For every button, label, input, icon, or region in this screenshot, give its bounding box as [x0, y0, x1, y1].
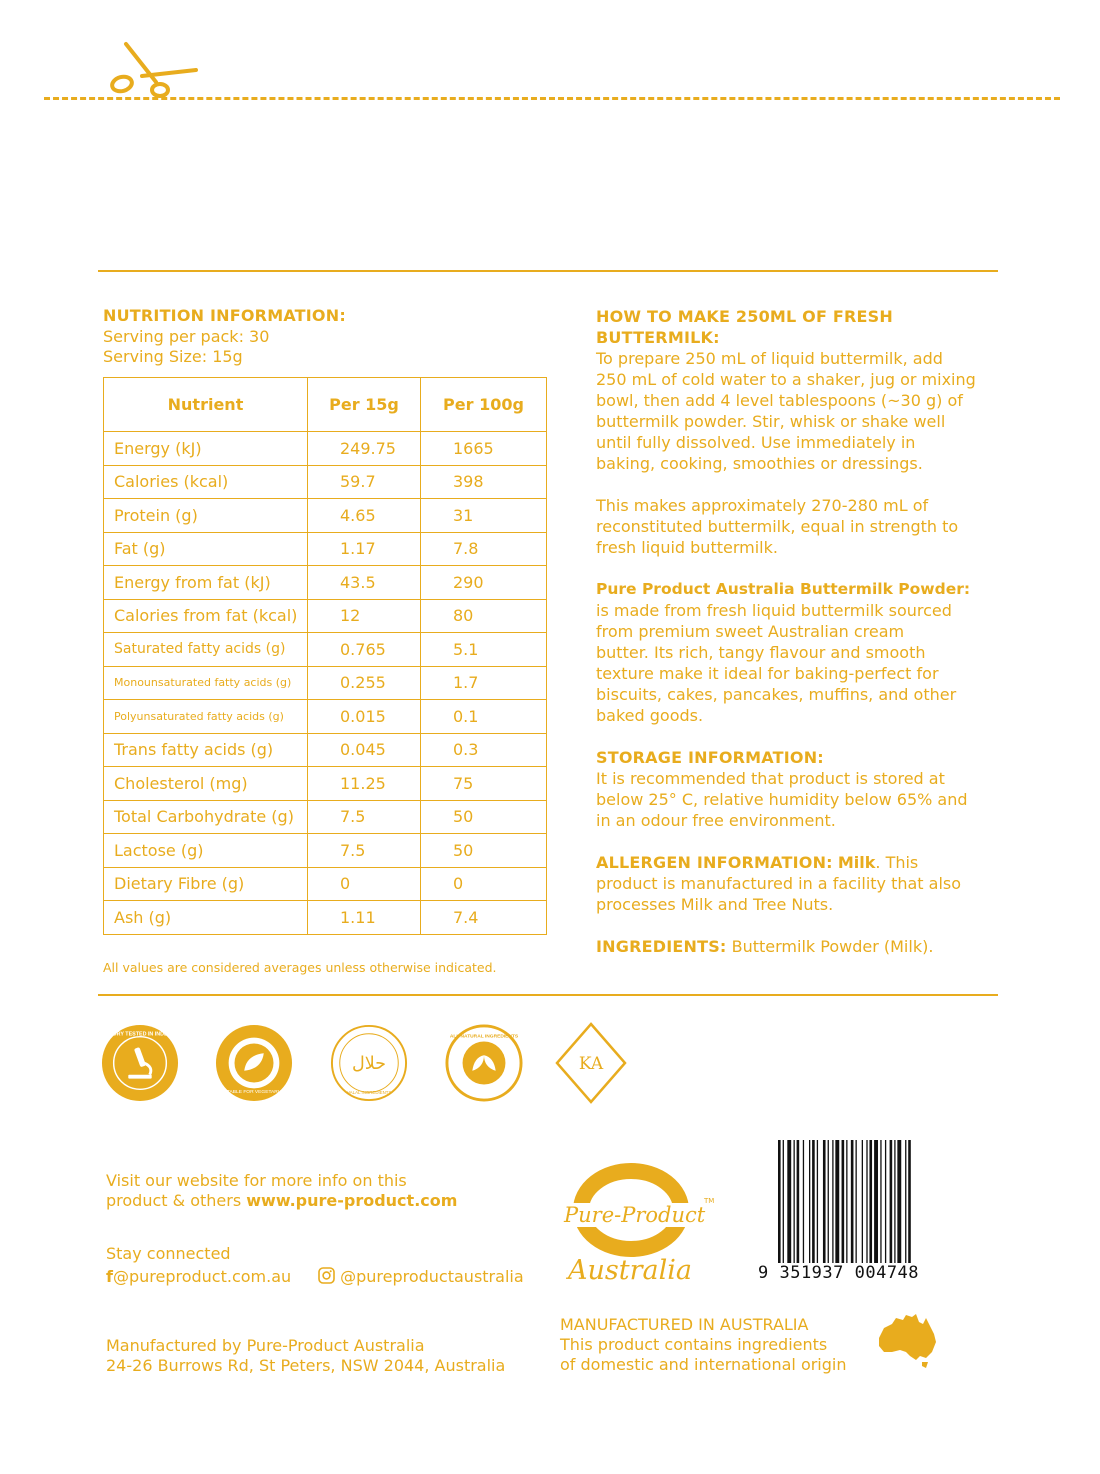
vegetarian-badge-icon	[215, 1024, 293, 1102]
stay-connected: Stay connected	[106, 1244, 231, 1263]
scissors-icon	[108, 40, 200, 100]
cut-line	[44, 97, 1060, 100]
value-per-100g: 290	[421, 566, 547, 600]
about-line: is made from fresh liquid buttermilk sourced	[596, 601, 952, 620]
storage-title: STORAGE INFORMATION:	[596, 748, 824, 767]
table-row	[104, 867, 547, 901]
table-row	[104, 465, 547, 499]
nutrient-name: Monounsaturated fatty acids (g)	[104, 666, 308, 700]
about-line: texture make it ideal for baking-perfect for	[596, 664, 939, 683]
value-per-15g: 249.75	[308, 432, 421, 466]
value-per-100g: 7.8	[421, 532, 547, 566]
storage-line: below 25° C, relative humidity below 65% and	[596, 790, 968, 809]
table-row	[104, 499, 547, 533]
about-line: butter. Its rich, tangy flavour and smooth	[596, 643, 926, 662]
howto-line: bowl, then add 4 level tablespoons (~30 g) of	[596, 391, 963, 410]
value-per-15g: 12	[308, 599, 421, 633]
value-per-100g: 1665	[421, 432, 547, 466]
table-row	[104, 432, 547, 466]
yield-line: fresh liquid buttermilk.	[596, 538, 778, 557]
allergen-title: ALLERGEN INFORMATION:	[596, 853, 833, 872]
nutrient-name: Energy from fat (kJ)	[104, 566, 308, 600]
storage-line: It is recommended that product is stored at	[596, 769, 945, 788]
howto-title-2: BUTTERMILK:	[596, 328, 720, 347]
value-per-15g: 59.7	[308, 465, 421, 499]
svg-text:حلال: حلال	[351, 1053, 387, 1074]
table-row	[104, 767, 547, 801]
origin-line-1: MANUFACTURED IN AUSTRALIA	[560, 1315, 809, 1334]
lab-tested-badge-icon	[86, 1024, 194, 1102]
howto-line: baking, cooking, smoothies or dressings.	[596, 454, 923, 473]
australia-map-icon	[876, 1312, 938, 1370]
table-row	[104, 532, 547, 566]
table-row	[104, 666, 547, 700]
about-line: from premium sweet Australian cream	[596, 622, 905, 641]
howto-line: 250 mL of cold water to a shaker, jug or mixing	[596, 370, 976, 389]
value-per-100g: 50	[421, 800, 547, 834]
nutrition-title: NUTRITION INFORMATION:	[103, 306, 346, 325]
nutrient-name: Total Carbohydrate (g)	[104, 800, 308, 834]
value-per-15g: 11.25	[308, 767, 421, 801]
value-per-15g: 1.17	[308, 532, 421, 566]
howto-line: To prepare 250 mL of liquid buttermilk, add	[596, 349, 943, 368]
barcode-number: 9 351937 004748	[758, 1263, 920, 1283]
natural-badge-icon	[445, 1024, 523, 1102]
value-per-100g: 75	[421, 767, 547, 801]
address: 24-26 Burrows Rd, St Peters, NSW 2044, Australia	[106, 1356, 506, 1375]
table-row	[104, 733, 547, 767]
nutrient-name: Ash (g)	[104, 901, 308, 935]
badge-text: KA	[578, 1054, 604, 1074]
divider-top	[98, 270, 998, 272]
serving-size: Serving Size: 15g	[103, 347, 243, 366]
servings-per-pack: Serving per pack: 30	[103, 327, 270, 346]
yield-line: reconstituted buttermilk, equal in strength to	[596, 517, 959, 536]
howto-line: buttermilk powder. Stir, whisk or shake well	[596, 412, 946, 431]
column-header-per-15g: Per 15g	[308, 378, 421, 432]
nutrition-table	[103, 377, 547, 935]
facebook-link[interactable]	[106, 1266, 291, 1287]
storage-line: in an odour free environment.	[596, 811, 836, 830]
nutrient-name: Trans fatty acids (g)	[104, 733, 308, 767]
badge-text: LABORATORY TESTED IN INDEPENDENT	[86, 1031, 194, 1038]
value-per-15g: 43.5	[308, 566, 421, 600]
table-row	[104, 700, 547, 734]
value-per-100g: 7.4	[421, 901, 547, 935]
value-per-15g: 0.015	[308, 700, 421, 734]
value-per-15g: 7.5	[308, 800, 421, 834]
ingredients-title: INGREDIENTS:	[596, 937, 727, 956]
allergen-rest: . This	[875, 853, 919, 872]
visit-line-1: Visit our website for more info on this	[106, 1171, 407, 1190]
badge-text: HALAL INGREDIENTS	[346, 1090, 392, 1096]
allergen-line: product is manufactured in a facility that also	[596, 874, 962, 893]
value-per-100g: 1.7	[421, 666, 547, 700]
value-per-100g: 0	[421, 867, 547, 901]
origin-line-3: of domestic and international origin	[560, 1355, 847, 1374]
nutrient-name: Protein (g)	[104, 499, 308, 533]
table-header-row	[104, 378, 547, 432]
column-header-per-100g: Per 100g	[421, 378, 547, 432]
table-row	[104, 834, 547, 868]
howto-title-1: HOW TO MAKE 250ML OF FRESH	[596, 307, 893, 326]
divider-bottom	[98, 994, 998, 996]
badge-text: SUITABLE FOR VEGETARIANS	[218, 1090, 290, 1096]
value-per-100g: 398	[421, 465, 547, 499]
instagram-link[interactable]	[318, 1266, 524, 1287]
nutrient-name: Saturated fatty acids (g)	[104, 633, 308, 667]
visit-line-2: product & others	[106, 1191, 242, 1210]
allergen-line: processes Milk and Tree Nuts.	[596, 895, 834, 914]
logo-text-2: Australia	[568, 1255, 692, 1286]
value-per-100g: 31	[421, 499, 547, 533]
value-per-100g: 0.1	[421, 700, 547, 734]
column-header-nutrient: Nutrient	[104, 378, 308, 432]
facebook-handle: @pureproduct.com.au	[112, 1267, 292, 1286]
nutrient-name: Energy (kJ)	[104, 432, 308, 466]
nutrient-name: Calories (kcal)	[104, 465, 308, 499]
value-per-100g: 5.1	[421, 633, 547, 667]
nutrient-name: Polyunsaturated fatty acids (g)	[104, 700, 308, 734]
value-per-15g: 0	[308, 867, 421, 901]
trademark: TM	[704, 1197, 715, 1205]
halal-badge-icon	[330, 1024, 408, 1102]
kosher-badge-icon	[555, 1022, 627, 1104]
website-link[interactable]: www.pure-product.com	[246, 1191, 458, 1210]
value-per-15g: 1.11	[308, 901, 421, 935]
nutrient-name: Calories from fat (kcal)	[104, 599, 308, 633]
value-per-100g: 80	[421, 599, 547, 633]
manufacturer: Manufactured by Pure-Product Australia	[106, 1336, 425, 1355]
about-line: baked goods.	[596, 706, 704, 725]
about-title: Pure Product Australia Buttermilk Powder:	[596, 580, 971, 598]
table-row	[104, 599, 547, 633]
about-line: biscuits, cakes, pancakes, muffins, and other	[596, 685, 957, 704]
howto-line: until fully dissolved. Use immediately in	[596, 433, 916, 452]
nutrient-name: Fat (g)	[104, 532, 308, 566]
value-per-15g: 0.765	[308, 633, 421, 667]
info-column	[596, 306, 998, 957]
ingredients-text: Buttermilk Powder (Milk).	[731, 937, 934, 956]
instagram-icon	[318, 1267, 335, 1284]
allergen-highlight: Milk	[837, 853, 876, 872]
logo-text-1: Pure-Product	[564, 1203, 706, 1227]
value-per-15g: 7.5	[308, 834, 421, 868]
nutrition-footnote: All values are considered averages unless otherwise indicated.	[103, 960, 497, 975]
table-row	[104, 901, 547, 935]
value-per-100g: 0.3	[421, 733, 547, 767]
badge-text: ALL NATURAL INGREDIENTS	[449, 1034, 519, 1040]
brand-logo	[558, 1165, 718, 1285]
value-per-15g: 0.255	[308, 666, 421, 700]
facebook-icon: f	[106, 1267, 113, 1286]
yield-line: This makes approximately 270-280 mL of	[596, 496, 929, 515]
nutrient-name: Cholesterol (mg)	[104, 767, 308, 801]
table-row	[104, 633, 547, 667]
instagram-handle: @pureproductaustralia	[340, 1267, 524, 1286]
nutrient-name: Dietary Fibre (g)	[104, 867, 308, 901]
value-per-15g: 4.65	[308, 499, 421, 533]
nutrient-name: Lactose (g)	[104, 834, 308, 868]
table-row	[104, 566, 547, 600]
value-per-100g: 50	[421, 834, 547, 868]
table-row	[104, 800, 547, 834]
barcode-icon	[776, 1140, 948, 1263]
origin-line-2: This product contains ingredients	[560, 1335, 828, 1354]
value-per-15g: 0.045	[308, 733, 421, 767]
